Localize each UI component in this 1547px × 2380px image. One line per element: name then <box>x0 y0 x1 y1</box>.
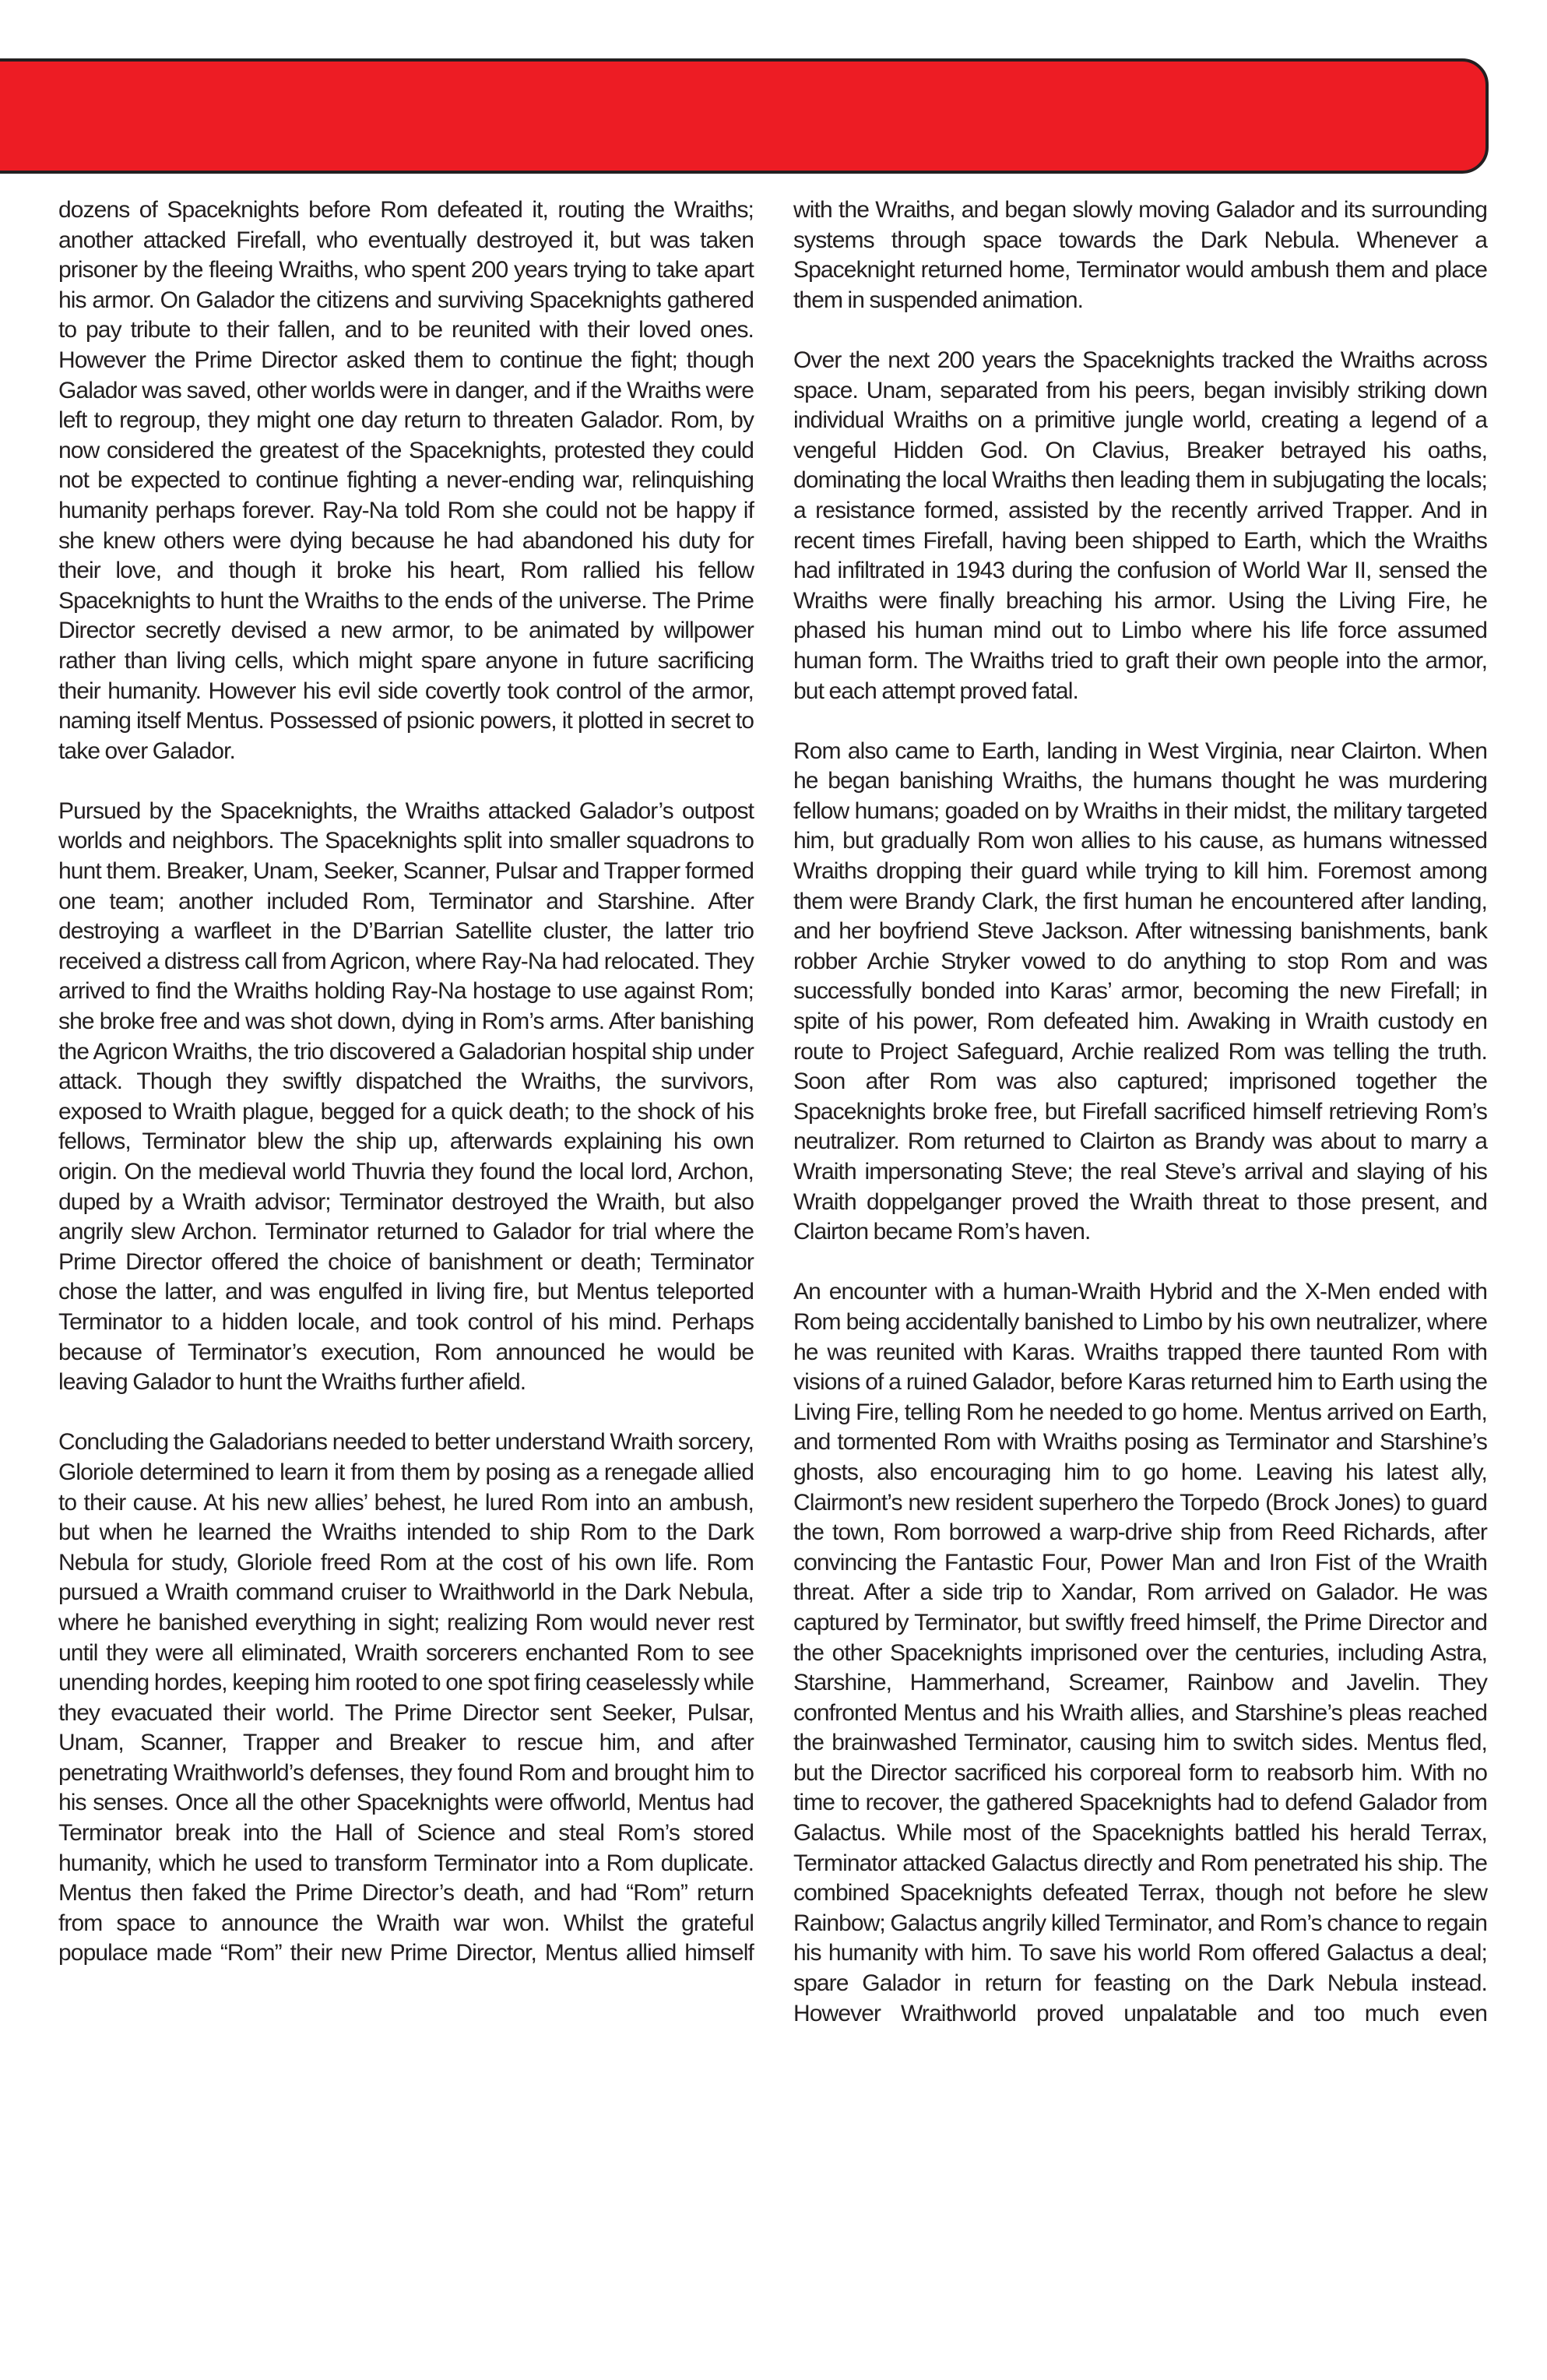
header-banner <box>0 58 1489 174</box>
paragraph: dozens of Spaceknights before Rom defeated it, routing the Wraiths; another attacked Firefall, who eventually destroyed it, but was taken prisoner by the fleeing Wraiths, who spent 200 years trying to take apart his armor. On Galador the citizens and surviving Spaceknights gathered to pay tribute to their fallen, and to be reunited with their loved ones. However the Prime Director asked them to continue the fight; though Galador was saved, other worlds were in danger, and if the Wraiths were left to regroup, they might one day return to threaten Galador. Rom, by now considered the greatest of the Spaceknights, protested they could not be expected to continue fighting a never-ending war, relinquishing humanity perhaps forever. Ray-Na told Rom she could not be happy if she knew others were dying because he had abandoned his duty for their love, and though it broke his heart, Rom rallied his fellow Spaceknights to hunt the Wraiths to the ends of the universe. The Prime Director secretly devised a new armor, to be animated by willpower rather than living cells, which might spare anyone in future sacrificing their humanity. However his evil side covertly took control of the armor, naming itself Mentus. Possessed of psionic powers, it plotted in secret to take over Galador. <box>58 197 754 764</box>
text-column-left <box>58 195 754 1969</box>
paragraph: Over the next 200 years the Spaceknights tracked the Wraiths across space. Unam, separated from his peers, began invisibly striking down individual Wraiths on a primitive jungle world, creating a legend of a vengeful Hidden God. On Clavius, Breaker betrayed his oaths, dominating the local Wraiths then leading them in subjugating the locals; a resistance formed, assisted by the recently arrived Trapper. And in recent times Firefall, having been shipped to Earth, which the Wraiths had infiltrated in 1943 during the confusion of World War II, sensed the Wraiths were finally breaching his armor. Using the Living Fire, he phased his human mind out to Limbo where his life force assumed human form. The Wraiths tried to graft their own people into the armor, but each attempt proved fatal. <box>793 347 1487 704</box>
paragraph: Rom also came to Earth, landing in West Virginia, near Clairton. When he began banishing Wraiths, the humans thought he was murdering fellow humans; goaded on by Wraiths in their midst, the military targeted him, but gradually Rom won allies to his cause, as humans witnessed Wraiths dropping their guard while trying to kill him. Foremost among them were Brandy Clark, the first human he encountered after landing, and her boyfriend Steve Jackson. After witnessing banishments, bank robber Archie Stryker vowed to do anything to stop Rom and was successfully bonded into Karas’ armor, becoming the new Firefall; in spite of his power, Rom defeated him. Awaking in Wraith custody en route to Project Safeguard, Archie realized Rom was telling the truth. Soon after Rom was also captured; imprisoned together the Spaceknights broke free, but Firefall sacrificed himself retrieving Rom’s neutralizer. Rom returned to Clairton as Brandy was about to marry a Wraith impersonating Steve; the real Steve’s arrival and slaying of his Wraith doppelganger proved the Wraith threat to those present, and Clairton became Rom’s haven. <box>793 738 1487 1245</box>
paragraph: An encounter with a human-Wraith Hybrid and the X-Men ended with Rom being accidentally banished to Limbo by his own neutralizer, where he was reunited with Karas. Wraiths trapped there taunted Rom with visions of a ruined Galador, before Karas returned him to Earth using the Living Fire, telling Rom he needed to go home. Mentus arrived on Earth, and tormented Rom with Wraiths posing as Terminator and Starshine’s ghosts, also encouraging him to go home. Leaving his latest ally, Clairmont’s new resident superhero the Torpedo (Brock Jones) to guard the town, Rom borrowed a warp-drive ship from Reed Richards, after convincing the Fantastic Four, Power Man and Iron Fist of the Wraith threat. After a side trip to Xandar, Rom arrived on Galador. He was captured by Terminator, but swiftly freed himself, the Prime Director and the other Spaceknights imprisoned over the centuries, including Astra, Starshine, Hammerhand, Screamer, Rainbow and Javelin. They confronted Mentus and his Wraith allies, and Starshine’s pleas reached the brainwashed Terminator, causing him to switch sides. Mentus fled, but the Director sacrificed his corporeal form to reabsorb him. With no time to recover, the gathered Spaceknights had to defend Galador from Galactus. While most of the Spaceknights battled his herald Terrax, Terminator attacked Galactus directly and Rom penetrated his ship. The combined Spaceknights defeated Terrax, though not before he slew Rainbow; Galactus angrily killed Terminator, and Rom’s chance to regain his humanity with him. To save his world Rom offered Galactus a deal; spare Galador in return for feasting on the Dark Nebula instead. However Wraithworld proved unpalatable and too much even <box>793 1279 1487 2026</box>
paragraph: Pursued by the Spaceknights, the Wraiths attacked Galador’s outpost worlds and neighbors. The Spaceknights split into smaller squadrons to hunt them. Breaker, Unam, Seeker, Scanner, Pulsar and Trapper formed one team; another included Rom, Terminator and Starshine. After destroying a warfleet in the D’Barrian Satellite cluster, the latter trio received a distress call from Agricon, where Ray-Na had relocated. They arrived to find the Wraiths holding Ray-Na hostage to use against Rom; she broke free and was shot down, dying in Rom’s arms. After banishing the Agricon Wraiths, the trio discovered a Galadorian hospital ship under attack. Though they swiftly dispatched the Wraiths, the survivors, exposed to Wraith plague, begged for a quick death; to the shock of his fellows, Terminator blew the ship up, afterwards explaining his own origin. On the medieval world Thuvria they found the local lord, Archon, duped by a Wraith advisor; Terminator destroyed the Wraith, but also angrily slew Archon. Terminator returned to Galador for trial where the Prime Director offered the choice of banishment or death; Terminator chose the latter, and was engulfed in living fire, but Mentus teleported Terminator to a hidden locale, and took control of his mind. Perhaps because of Terminator’s execution, Rom announced he would be leaving Galador to hunt the Wraiths further afield. <box>58 797 754 1396</box>
text-column-right <box>793 195 1487 2029</box>
paragraph: Concluding the Galadorians needed to better understand Wraith sorcery, Gloriole determined to learn it from them by posing as a renegade allied to their cause. At his new allies’ behest, he lured Rom into an ambush, but when he learned the Wraiths intended to ship Rom to the Dark Nebula for study, Gloriole freed Rom at the cost of his own life. Rom pursued a Wraith command cruiser to Wraithworld in the Dark Nebula, where he banished everything in sight; realizing Rom would never rest until they were all eliminated, Wraith sorcerers enchanted Rom to see unending hordes, keeping him rooted to one spot firing ceaselessly while they evacuated their world. The Prime Director sent Seeker, Pulsar, Unam, Scanner, Trapper and Breaker to rescue him, and after penetrating Wraithworld’s defenses, they found Rom and brought him to his senses. Once all the other Spaceknights were offworld, Mentus had Terminator break into the Hall of Science and steal Rom’s stored humanity, which he used to transform Terminator into a Rom duplicate. Mentus then faked the Prime Director’s death, and had “Rom” return from space to announce the Wraith war won. Whilst the grateful populace made “Rom” their new Prime Director, Mentus allied himself <box>58 1429 754 1966</box>
paragraph: with the Wraiths, and began slowly moving Galador and its surrounding systems through space towards the Dark Nebula. Whenever a Spaceknight returned home, Terminator would ambush them and place them in suspended animation. <box>793 197 1487 313</box>
